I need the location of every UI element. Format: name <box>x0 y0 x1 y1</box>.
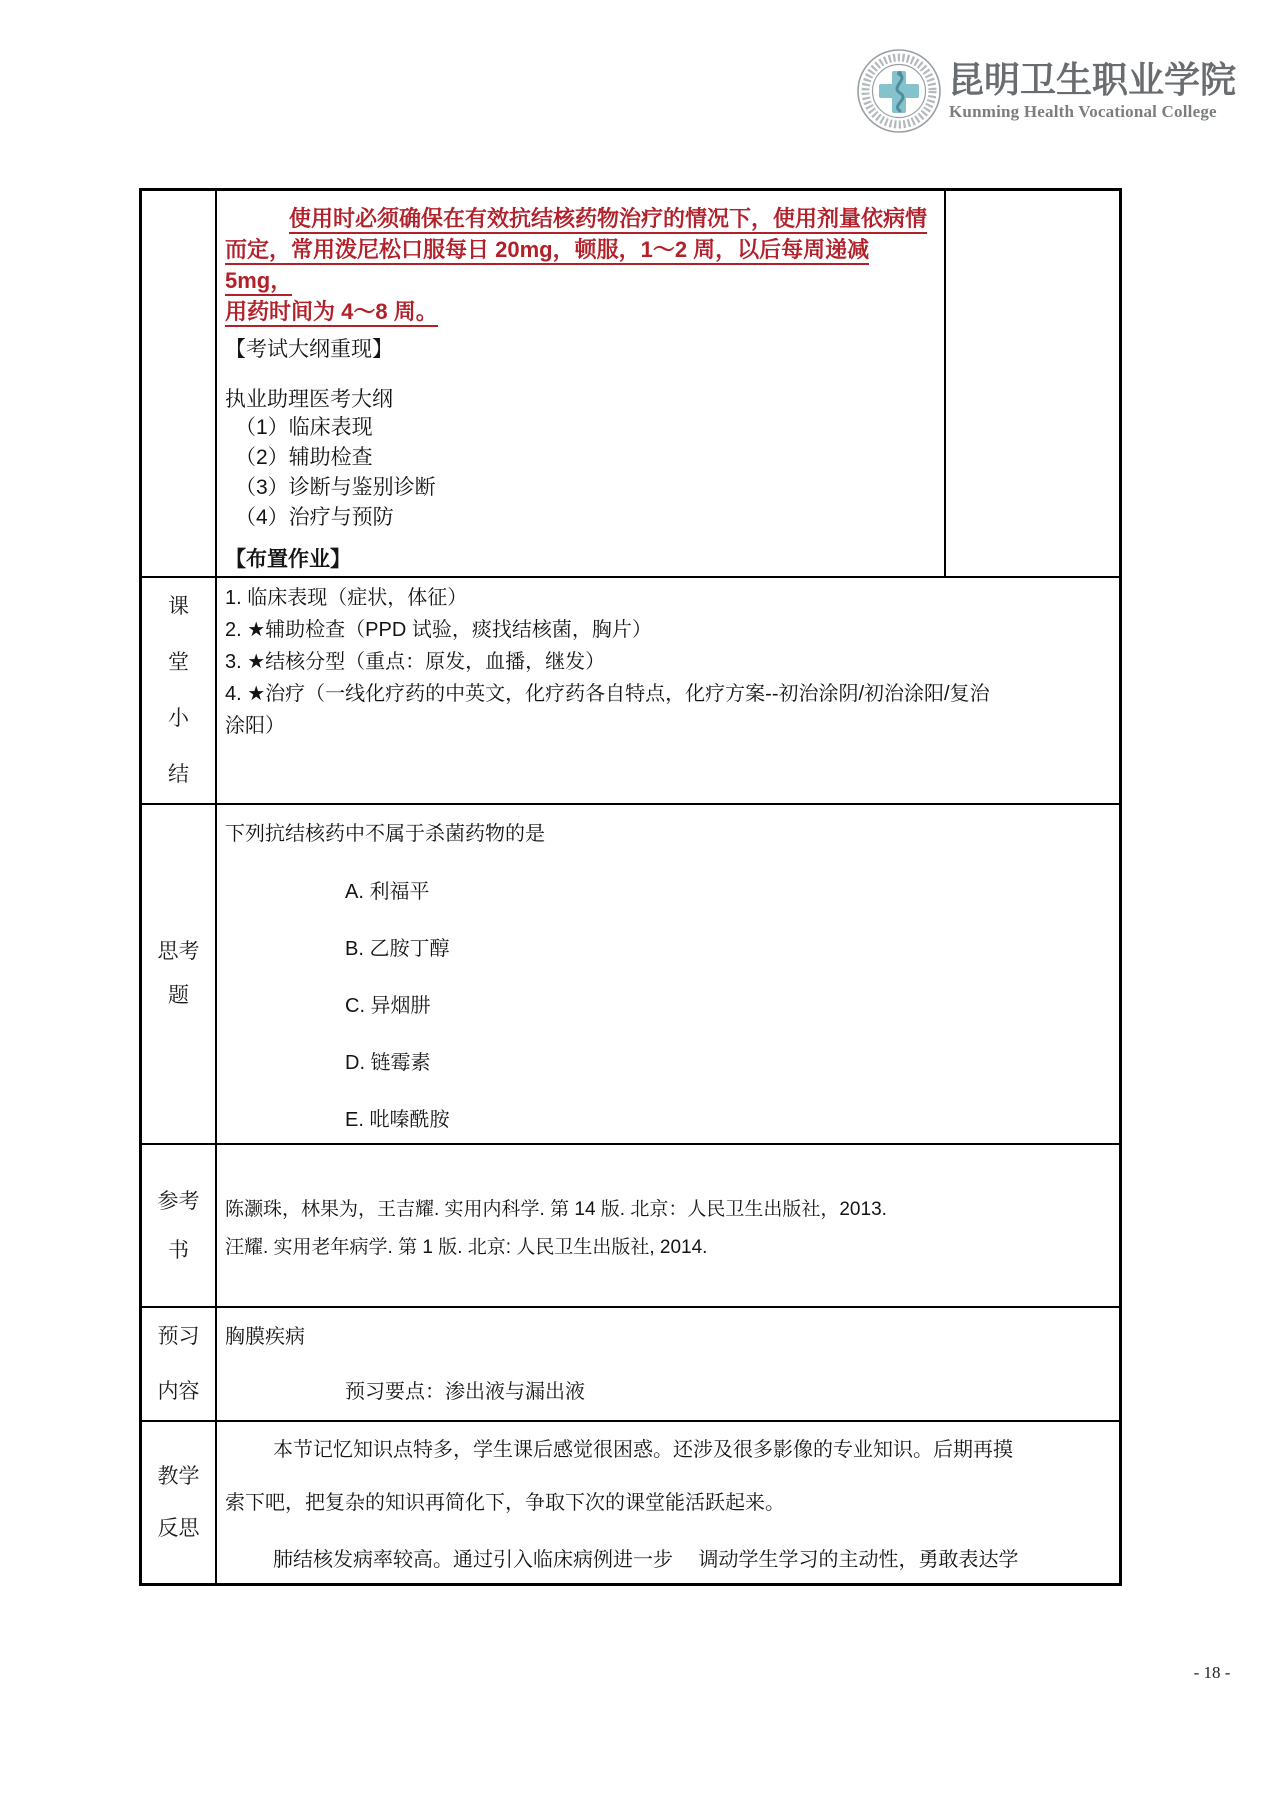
reference-entry: 汪耀. 实用老年病学. 第 1 版. 北京: 人民卫生出版社, 2014. <box>225 1237 708 1258</box>
teaching-reflection-content-cell <box>217 1422 1119 1583</box>
reference-entry: 陈灏珠，林果为，王吉耀. 实用内科学. 第 14 版. 北京：人民卫生出版社，2013. <box>225 1199 887 1220</box>
lesson-plan-table <box>139 188 1122 1586</box>
homework-heading: 【布置作业】 <box>225 548 351 571</box>
question-option: D. 链霉素 <box>345 1052 431 1074</box>
question-option: C. 异烟肼 <box>345 995 431 1017</box>
page-number: - 18 - <box>1193 1663 1231 1682</box>
preview-topic: 胸膜疾病 <box>225 1326 305 1348</box>
exam-outline-item: （2）辅助检查 <box>235 446 373 469</box>
medication-note <box>225 203 936 327</box>
thinking-question-content-cell <box>217 805 1119 1143</box>
college-name-chinese: 昆明卫生职业学院 <box>948 59 1237 101</box>
table-row-thinking-question <box>142 803 1119 1143</box>
summary-line: 4. ★治疗（一线化疗药的中英文，化疗药各自特点，化疗方案--初治涂阴/初治涂阳/复治 <box>225 683 990 705</box>
college-name-english: Kunming Health Vocational College <box>949 102 1217 121</box>
thinking-question-label-cell <box>142 805 217 1143</box>
exam-outline-title: 执业助理医考大纲 <box>225 388 393 411</box>
reflection-line: 索下吧，把复杂的知识再简化下，争取下次的课堂能活跃起来。 <box>225 1492 785 1514</box>
medication-note-line: 使用时必须确保在有效抗结核药物治疗的情况下，使用剂量依病情 <box>225 203 936 234</box>
medication-note-line: 而定，常用泼尼松口服每日 20mg，顿服，1～2 周，以后每周递减 5mg， <box>225 234 936 296</box>
question-option: B. 乙胺丁醇 <box>345 938 450 960</box>
continuation-empty-cell <box>944 191 1119 576</box>
college-seal-graphic <box>856 48 942 134</box>
reference-books-content-cell <box>217 1145 1119 1306</box>
summary-line: 2. ★辅助检查（PPD 试验，痰找结核菌，胸片） <box>225 619 652 641</box>
summary-line: 涂阳） <box>225 715 285 737</box>
reference-books-label-cell <box>142 1145 217 1306</box>
question-option: A. 利福平 <box>345 881 430 903</box>
reflection-line: 本节记忆知识点特多，学生课后感觉很困惑。还涉及很多影像的专业知识。后期再摸 <box>273 1439 1013 1461</box>
exam-outline-item: （3）诊断与鉴别诊断 <box>235 476 436 499</box>
preview-key-points: 预习要点：渗出液与漏出液 <box>345 1381 585 1403</box>
class-summary-content-cell <box>217 578 1119 803</box>
table-row-continuation <box>142 191 1119 576</box>
teaching-reflection-label-cell <box>142 1422 217 1583</box>
table-row-teaching-reflection <box>142 1420 1119 1583</box>
exam-outline-item: （1）临床表现 <box>235 416 373 439</box>
exam-outline-item: （4）治疗与预防 <box>235 506 394 529</box>
college-seal-icon <box>856 48 942 134</box>
reflection-line: 肺结核发病率较高。通过引入临床病例进一步 调动学生学习的主动性，勇敢表达学 <box>273 1549 1019 1571</box>
preview-content-label-cell <box>142 1308 217 1420</box>
question-option: E. 吡嗪酰胺 <box>345 1109 450 1131</box>
class-summary-label: 课堂小结 <box>168 594 189 786</box>
summary-line: 3. ★结核分型（重点：原发，血播，继发） <box>225 651 606 673</box>
table-row-reference-books <box>142 1143 1119 1306</box>
medication-note-line: 用药时间为 4～8 周。 <box>225 296 936 327</box>
thinking-question-label: 思考题 <box>157 940 200 1007</box>
exam-outline-heading: 【考试大纲重现】 <box>225 338 393 361</box>
table-row-preview-content <box>142 1306 1119 1420</box>
teaching-reflection-label: 教学反思 <box>157 1464 200 1540</box>
continuation-content-cell <box>217 191 944 576</box>
preview-content-content-cell <box>217 1308 1119 1420</box>
reference-books-label: 参考书 <box>157 1189 200 1262</box>
preview-content-label: 预习内容 <box>157 1325 200 1403</box>
class-summary-label-cell <box>142 578 217 803</box>
row-label-cell-empty <box>142 191 217 576</box>
summary-line: 1. 临床表现（症状，体征） <box>225 587 468 609</box>
table-row-class-summary <box>142 576 1119 803</box>
question-text: 下列抗结核药中不属于杀菌药物的是 <box>225 823 545 845</box>
